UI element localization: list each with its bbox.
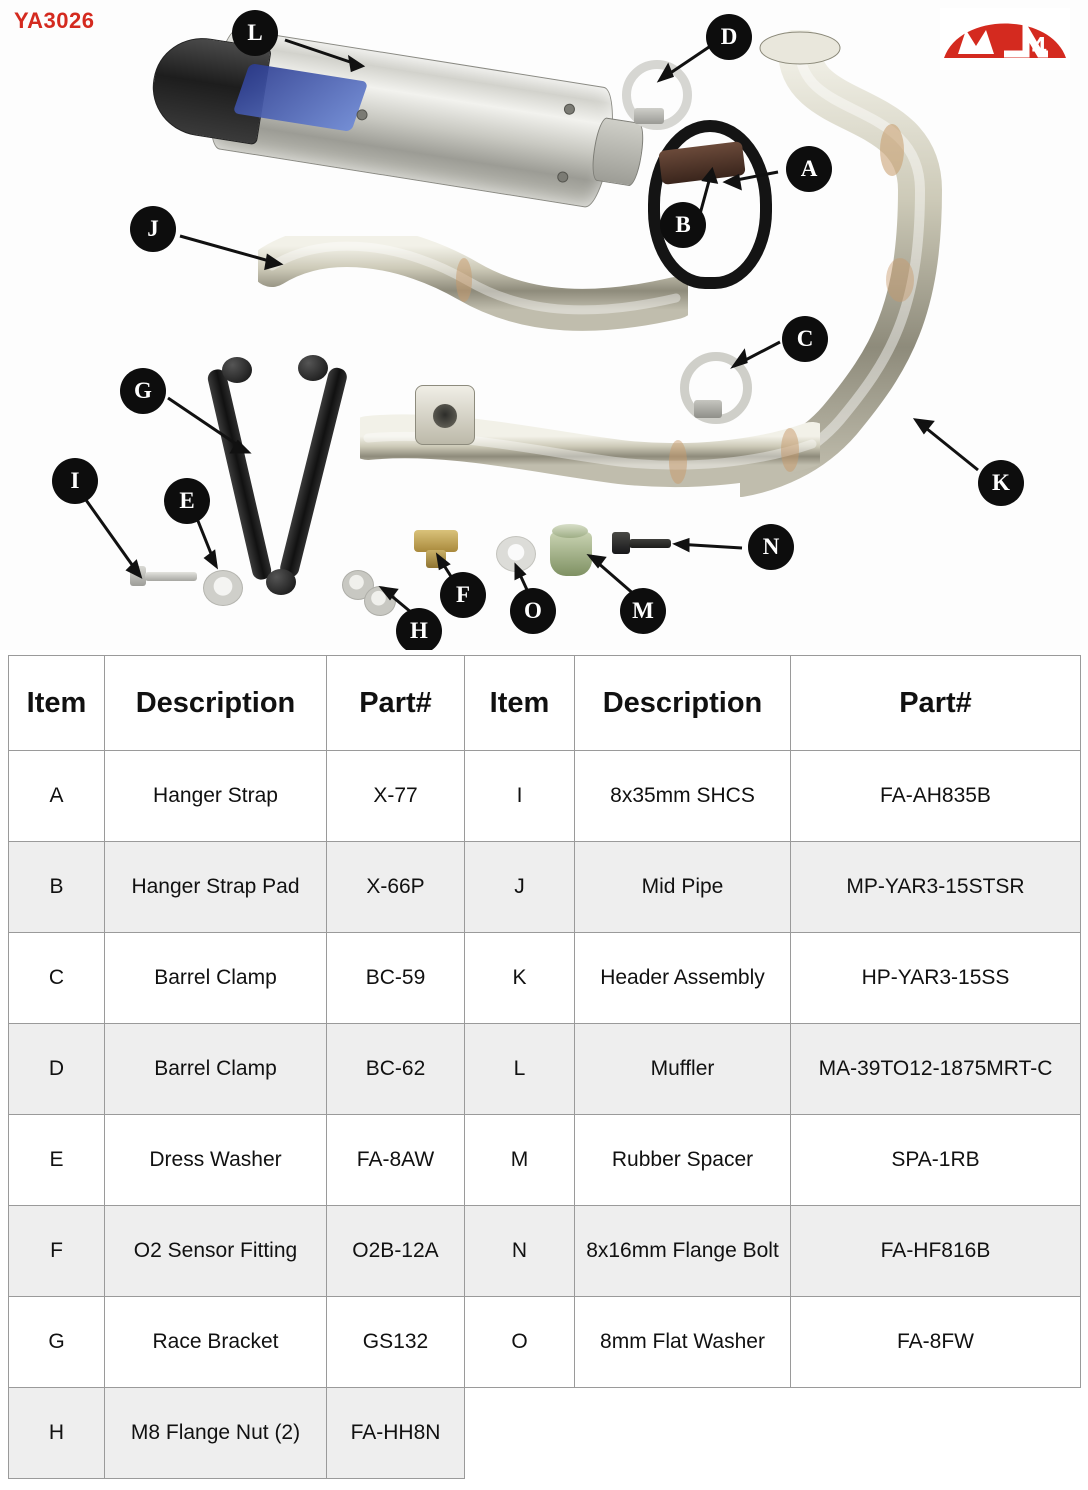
cell-part-number: GS132 <box>327 1297 465 1388</box>
cell-item: D <box>9 1024 105 1115</box>
table-row <box>9 933 1081 1024</box>
cell-description: Hanger Strap Pad <box>105 842 327 933</box>
cell-description: Header Assembly <box>575 933 791 1024</box>
callout-l: L <box>232 10 278 56</box>
cell-part-number: FA-HH8N <box>327 1388 465 1479</box>
callout-leader-lines <box>0 0 1088 650</box>
cell-empty <box>791 1388 1081 1479</box>
cell-part-number: BC-59 <box>327 933 465 1024</box>
cell-part-number: MP-YAR3-15STSR <box>791 842 1081 933</box>
cell-description: 8x16mm Flange Bolt <box>575 1206 791 1297</box>
cell-part-number: FA-HF816B <box>791 1206 1081 1297</box>
cell-description: Dress Washer <box>105 1115 327 1206</box>
header-item-left: Item <box>9 656 105 751</box>
callout-g: G <box>120 368 166 414</box>
cell-empty <box>465 1388 575 1479</box>
cell-part-number: BC-62 <box>327 1024 465 1115</box>
header-part-right: Part# <box>791 656 1081 751</box>
exploded-parts-diagram <box>0 0 1088 650</box>
cell-part-number: X-66P <box>327 842 465 933</box>
callout-i: I <box>52 458 98 504</box>
cell-item: I <box>465 751 575 842</box>
table-row <box>9 1297 1081 1388</box>
callout-o: O <box>510 588 556 634</box>
cell-item: E <box>9 1115 105 1206</box>
callout-e: E <box>164 478 210 524</box>
cell-description: Mid Pipe <box>575 842 791 933</box>
table-row <box>9 1388 1081 1479</box>
cell-part-number: FA-AH835B <box>791 751 1081 842</box>
cell-item: N <box>465 1206 575 1297</box>
callout-f: F <box>440 572 486 618</box>
callout-b: B <box>660 202 706 248</box>
cell-part-number: X-77 <box>327 751 465 842</box>
cell-description: Hanger Strap <box>105 751 327 842</box>
cell-item: K <box>465 933 575 1024</box>
cell-description: Muffler <box>575 1024 791 1115</box>
cell-description: M8 Flange Nut (2) <box>105 1388 327 1479</box>
header-part-left: Part# <box>327 656 465 751</box>
cell-part-number: SPA-1RB <box>791 1115 1081 1206</box>
cell-description: Barrel Clamp <box>105 1024 327 1115</box>
part-number-code: YA3026 <box>14 8 95 33</box>
cell-part-number: FA-8FW <box>791 1297 1081 1388</box>
cell-item: O <box>465 1297 575 1388</box>
cell-description: Rubber Spacer <box>575 1115 791 1206</box>
callout-c: C <box>782 316 828 362</box>
cell-part-number: HP-YAR3-15SS <box>791 933 1081 1024</box>
cell-item: C <box>9 933 105 1024</box>
table-row <box>9 842 1081 933</box>
cell-empty <box>575 1388 791 1479</box>
table-row <box>9 1115 1081 1206</box>
cell-item: M <box>465 1115 575 1206</box>
callout-k: K <box>978 460 1024 506</box>
callout-d: D <box>706 14 752 60</box>
table-header-row <box>9 656 1081 751</box>
callout-a: A <box>786 146 832 192</box>
cell-description: Race Bracket <box>105 1297 327 1388</box>
header-item-right: Item <box>465 656 575 751</box>
callout-j: J <box>130 206 176 252</box>
cell-description: 8mm Flat Washer <box>575 1297 791 1388</box>
callout-n: N <box>748 524 794 570</box>
cell-item: L <box>465 1024 575 1115</box>
table-row <box>9 1024 1081 1115</box>
cell-item: G <box>9 1297 105 1388</box>
table-row <box>9 751 1081 842</box>
svg-text:4: 4 <box>1032 31 1047 61</box>
cell-item: F <box>9 1206 105 1297</box>
cell-part-number: MA-39TO12-1875MRT-C <box>791 1024 1081 1115</box>
cell-description: 8x35mm SHCS <box>575 751 791 842</box>
header-desc-right: Description <box>575 656 791 751</box>
cell-item: B <box>9 842 105 933</box>
cell-item: J <box>465 842 575 933</box>
callout-m: M <box>620 588 666 634</box>
cell-description: Barrel Clamp <box>105 933 327 1024</box>
cell-description: O2 Sensor Fitting <box>105 1206 327 1297</box>
table-row <box>9 1206 1081 1297</box>
cell-part-number: O2B-12A <box>327 1206 465 1297</box>
cell-item: H <box>9 1388 105 1479</box>
parts-list-table <box>8 655 1081 1479</box>
cell-part-number: FA-8AW <box>327 1115 465 1206</box>
cell-item: A <box>9 751 105 842</box>
callout-h: H <box>396 608 442 650</box>
header-desc-left: Description <box>105 656 327 751</box>
